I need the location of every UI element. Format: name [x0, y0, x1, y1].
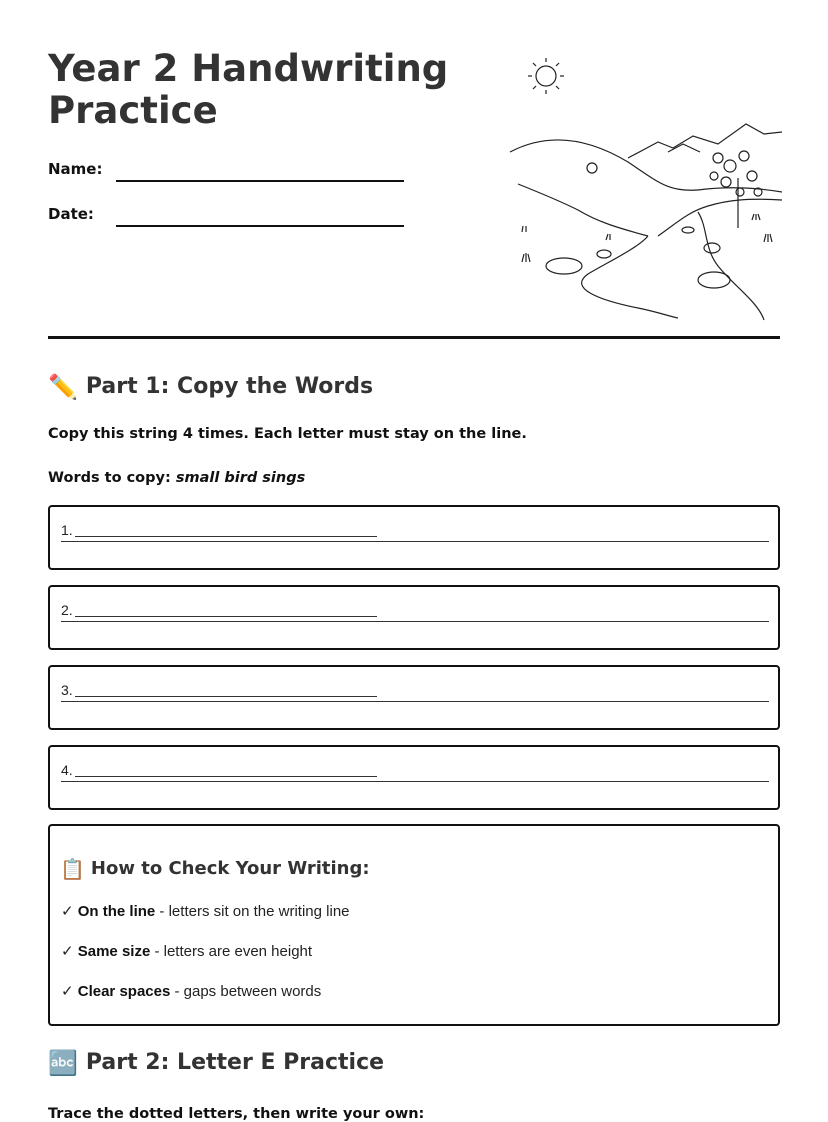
check-item-bold: On the line	[77, 903, 156, 920]
checkmark-icon: ✓	[61, 943, 74, 960]
line-number: 4.	[61, 762, 73, 778]
abc-icon: 🔤	[48, 1048, 78, 1077]
part2-heading	[48, 1050, 384, 1075]
guide-line	[75, 776, 377, 777]
words-to-copy	[48, 470, 305, 486]
words-value: small bird sings	[175, 470, 306, 486]
writing-line	[61, 621, 769, 622]
check-item-bold: Clear spaces	[77, 983, 171, 1000]
check-item	[61, 942, 312, 960]
part2-instruction: Trace the dotted letters, then write your own:	[48, 1106, 425, 1122]
guide-line	[75, 696, 377, 697]
copy-line-box[interactable]	[48, 585, 780, 650]
words-label: Words to copy:	[48, 470, 171, 486]
check-item-text: - letters are even height	[150, 943, 313, 960]
page-title: Year 2 Handwriting Practice	[48, 47, 449, 132]
part1-instruction: Copy this string 4 times. Each letter must stay on the line.	[48, 426, 527, 442]
copy-line-box[interactable]	[48, 745, 780, 810]
guide-line	[75, 536, 377, 537]
date-label: Date:	[48, 205, 94, 223]
line-number: 3.	[61, 682, 73, 698]
checkmark-icon: ✓	[61, 903, 74, 920]
line-number: 2.	[61, 602, 73, 618]
name-field[interactable]	[116, 180, 404, 182]
copy-line-box[interactable]	[48, 665, 780, 730]
checkmark-icon: ✓	[61, 983, 74, 1000]
guide-line	[75, 616, 377, 617]
check-item	[61, 982, 321, 1000]
part2-title: Part 2: Letter E Practice	[85, 1050, 385, 1075]
writing-line	[61, 781, 769, 782]
clipboard-icon: 📋	[60, 856, 85, 881]
writing-line	[61, 541, 769, 542]
pencil-icon: ✏️	[48, 372, 78, 401]
sun-icon	[528, 58, 564, 94]
part1-heading	[48, 374, 373, 399]
writing-line	[61, 701, 769, 702]
name-label: Name:	[48, 160, 103, 178]
check-item-bold: Same size	[77, 943, 151, 960]
check-writing-box	[48, 824, 780, 1026]
line-number: 1.	[61, 522, 73, 538]
header-divider	[48, 336, 780, 339]
landscape-illustration	[508, 52, 782, 322]
check-title: How to Check Your Writing:	[90, 858, 370, 879]
date-field[interactable]	[116, 225, 404, 227]
copy-line-box[interactable]	[48, 505, 780, 570]
check-item-text: - gaps between words	[170, 983, 322, 1000]
part1-title: Part 1: Copy the Words	[85, 374, 374, 399]
check-item	[61, 902, 350, 920]
check-heading	[60, 858, 370, 879]
check-item-text: - letters sit on the writing line	[155, 903, 350, 920]
